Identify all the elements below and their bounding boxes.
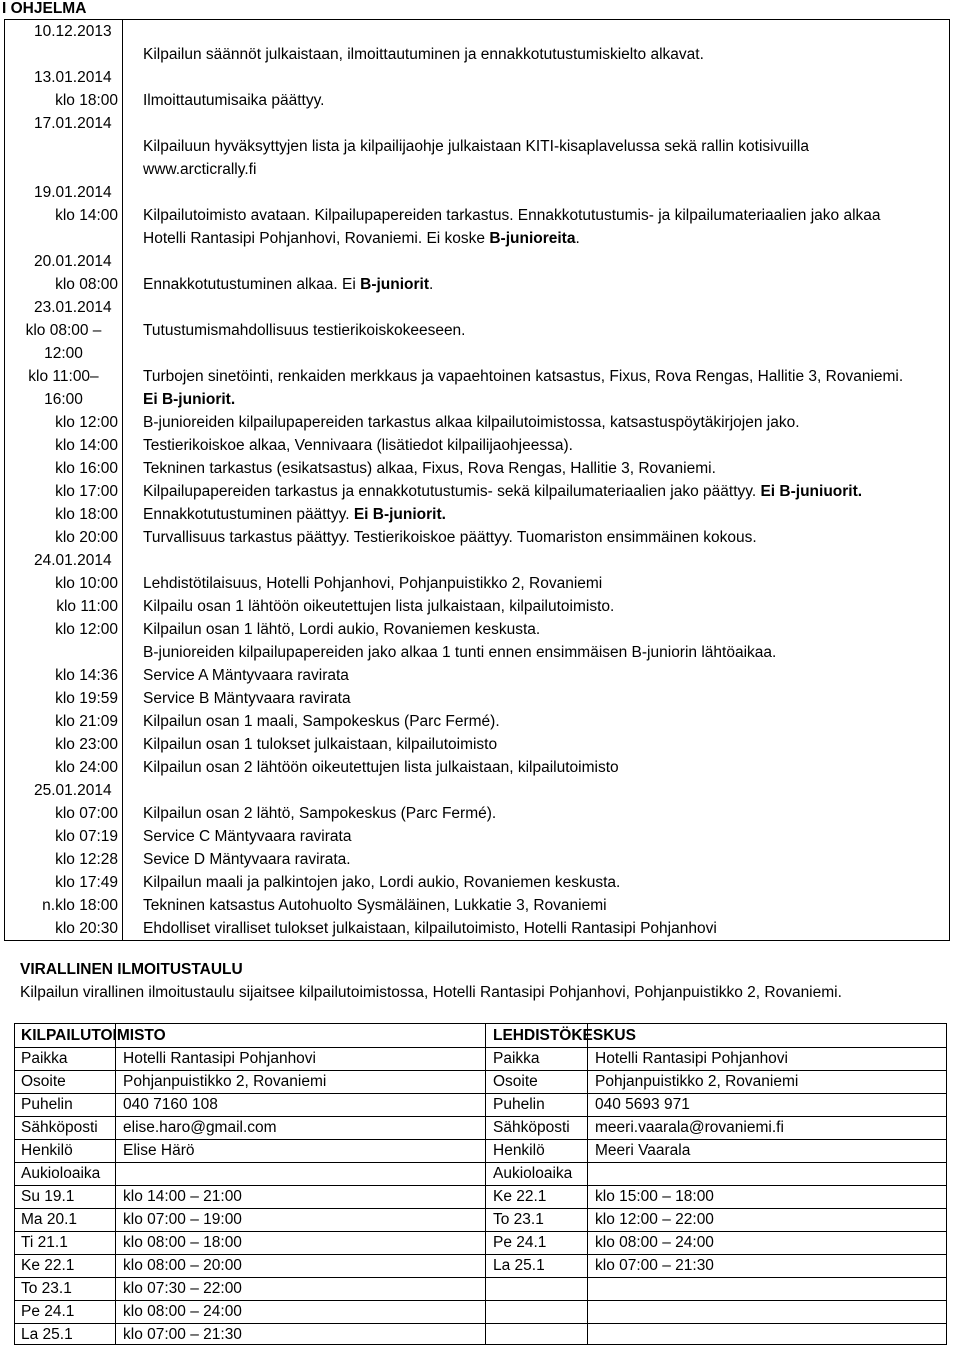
- schedule-description: B-junioreiden kilpailupapereiden tarkastus alkaa kilpailutoimistossa, katsastuspöytäkirjojen jako.: [143, 414, 800, 431]
- schedule-row: [5, 526, 949, 549]
- schedule-description: [123, 20, 949, 43]
- schedule-time: klo 12:00: [5, 618, 123, 664]
- schedule-time: [5, 43, 123, 66]
- schedule-time: klo 23:00: [5, 733, 123, 756]
- schedule-description: Testierikoiskoe alkaa, Vennivaara (lisätiedot kilpailijaohjeessa).: [143, 437, 573, 454]
- schedule-time: klo 16:00: [5, 457, 123, 480]
- contacts-row: [15, 1162, 946, 1185]
- contacts-cell: klo 14:00 – 21:00: [123, 1188, 242, 1205]
- schedule-description: Ennakkotutustuminen päättyy. Ei B-juniorit.: [143, 506, 446, 523]
- schedule-row: [5, 733, 949, 756]
- contacts-cell: Pe 24.1: [21, 1303, 75, 1320]
- schedule-description: Kilpailun säännöt julkaistaan, ilmoittautuminen ja ennakkotutustumiskielto alkavat.: [143, 46, 704, 63]
- schedule-row: [5, 273, 949, 296]
- schedule-description: Kilpailun osan 1 lähtö, Lordi aukio, Rovaniemen keskusta. B-junioreiden kilpailupapereiden jako alkaa 1 tunti ennen ensimmäisen B-juniorin lähtöaikaa.: [143, 621, 777, 661]
- schedule-description: [123, 549, 949, 572]
- schedule-row: [5, 802, 949, 825]
- schedule-description: Kilpailun osan 2 lähtö, Sampokeskus (Parc Fermé).: [143, 805, 497, 822]
- schedule-time: klo 07:00: [5, 802, 123, 825]
- schedule-row: [5, 43, 949, 66]
- schedule-time: klo 12:00: [5, 411, 123, 434]
- schedule-time: klo 24:00: [5, 756, 123, 779]
- schedule-time: klo 14:36: [5, 664, 123, 687]
- contacts-cell: 040 7160 108: [123, 1096, 218, 1113]
- schedule-row: [5, 917, 949, 940]
- schedule-time: klo 17:00: [5, 480, 123, 503]
- schedule-description: Turvallisuus tarkastus päättyy. Testierikoiskoe päättyy. Tuomariston ensimmäinen kokous.: [143, 529, 757, 546]
- contacts-row: [15, 1323, 946, 1346]
- schedule-description: Kilpailu osan 1 lähtöön oikeutettujen lista julkaistaan, kilpailutoimisto.: [143, 598, 615, 615]
- schedule-description: Kilpailun maali ja palkintojen jako, Lordi aukio, Rovaniemen keskusta.: [143, 874, 621, 891]
- schedule-time: klo 11:00– 16:00: [5, 365, 123, 411]
- notice-title: VIRALLINEN ILMOITUSTAULU: [20, 961, 243, 978]
- contacts-cell: klo 07:00 – 19:00: [123, 1211, 242, 1228]
- contacts-cell: klo 08:00 – 24:00: [595, 1234, 714, 1251]
- contacts-row: [15, 1231, 946, 1254]
- schedule-row: [5, 411, 949, 434]
- schedule-time: klo 21:09: [5, 710, 123, 733]
- schedule-description: Tutustumismahdollisuus testierikoiskokeeseen.: [143, 322, 466, 339]
- contacts-cell: Elise Härö: [123, 1142, 195, 1159]
- contacts-cell: Henkilö: [493, 1142, 545, 1159]
- contacts-cell: La 25.1: [21, 1326, 73, 1343]
- contacts-cell: Osoite: [493, 1073, 538, 1090]
- schedule-description: Kilpailutoimisto avataan. Kilpailupapereiden tarkastus. Ennakkotutustumis- ja kilpailumateriaalien jako alkaa Hotelli Rantasipi Pohjanhovi, Rovaniemi. Ei koske B-junioreita.: [143, 207, 881, 247]
- schedule-description: Kilpailun osan 1 maali, Sampokeskus (Parc Fermé).: [143, 713, 500, 730]
- schedule-time: [5, 135, 123, 181]
- schedule-description: Tekninen tarkastus (esikatsastus) alkaa, Fixus, Rova Rengas, Hallitie 3, Rovaniemi.: [143, 460, 716, 477]
- contacts-cell: Pohjanpuistikko 2, Rovaniemi: [123, 1073, 327, 1090]
- contacts-cell: La 25.1: [493, 1257, 545, 1274]
- schedule-row: [5, 572, 949, 595]
- schedule-time: klo 18:00: [5, 503, 123, 526]
- schedule-date-row: [5, 112, 949, 135]
- schedule-description: Service B Mäntyvaara ravirata: [143, 690, 351, 707]
- schedule-description: Service C Mäntyvaara ravirata: [143, 828, 352, 845]
- contacts-cell: Ke 22.1: [21, 1257, 75, 1274]
- contacts-cell: Ti 21.1: [21, 1234, 68, 1251]
- schedule-time: 19.01.2014: [5, 181, 123, 204]
- contacts-cell: Pohjanpuistikko 2, Rovaniemi: [595, 1073, 799, 1090]
- schedule-description: [123, 66, 949, 89]
- schedule-row: [5, 710, 949, 733]
- schedule-description: Kilpailun osan 1 tulokset julkaistaan, kilpailutoimisto: [143, 736, 498, 753]
- schedule-description: [123, 779, 949, 802]
- contacts-cell: klo 07:00 – 21:30: [595, 1257, 714, 1274]
- contacts-cell: To 23.1: [493, 1211, 544, 1228]
- schedule-time: 24.01.2014: [5, 549, 123, 572]
- contacts-cell: Hotelli Rantasipi Pohjanhovi: [595, 1050, 789, 1067]
- contacts-cell: Su 19.1: [21, 1188, 75, 1205]
- schedule-time: klo 18:00: [5, 89, 123, 112]
- schedule-time: 13.01.2014: [5, 66, 123, 89]
- schedule-row: [5, 618, 949, 664]
- schedule-time: klo 19:59: [5, 687, 123, 710]
- schedule-row: [5, 503, 949, 526]
- schedule-description: [123, 296, 949, 319]
- schedule-date-row: [5, 250, 949, 273]
- schedule-description: Turbojen sinetöinti, renkaiden merkkaus ja vapaehtoinen katsastus, Fixus, Rova Rengas, Hallitie 3, Rovaniemi. Ei B-juniorit.: [143, 368, 904, 408]
- contacts-row: [15, 1047, 946, 1070]
- contacts-cell: klo 07:30 – 22:00: [123, 1280, 242, 1297]
- schedule-time: 23.01.2014: [5, 296, 123, 319]
- contacts-row: [15, 1093, 946, 1116]
- schedule-date-row: [5, 296, 949, 319]
- schedule-description: Kilpailupapereiden tarkastus ja ennakkotutustumis- sekä kilpailumateriaalien jako päättyy. Ei B-juniuorit.: [143, 483, 863, 500]
- schedule-description: Tekninen katsastus Autohuolto Sysmäläinen, Lukkatie 3, Rovaniemi: [143, 897, 607, 914]
- contacts-cell: To 23.1: [21, 1280, 72, 1297]
- schedule-time: klo 12:28: [5, 848, 123, 871]
- schedule-description: Lehdistötilaisuus, Hotelli Pohjanhovi, Pohjanpuistikko 2, Rovaniemi: [143, 575, 603, 592]
- schedule-time: klo 14:00: [5, 204, 123, 250]
- schedule-row: [5, 480, 949, 503]
- contacts-cell: klo 08:00 – 24:00: [123, 1303, 242, 1320]
- contacts-cell: Paikka: [21, 1050, 68, 1067]
- schedule-date-row: [5, 549, 949, 572]
- schedule-row: [5, 365, 949, 411]
- contacts-cell: Puhelin: [493, 1096, 545, 1113]
- schedule-row: [5, 457, 949, 480]
- contacts-cell: klo 08:00 – 18:00: [123, 1234, 242, 1251]
- schedule-description: Ennakkotutustuminen alkaa. Ei B-juniorit.: [143, 276, 434, 293]
- contacts-row: [15, 1254, 946, 1277]
- schedule-description: [123, 181, 949, 204]
- schedule-time: klo 11:00: [5, 595, 123, 618]
- contacts-cell: klo 08:00 – 20:00: [123, 1257, 242, 1274]
- contacts-cell: Paikka: [493, 1050, 540, 1067]
- schedule-time: 20.01.2014: [5, 250, 123, 273]
- contacts-row: [15, 1300, 946, 1323]
- contacts-cell: Pe 24.1: [493, 1234, 547, 1251]
- schedule-row: [5, 434, 949, 457]
- contacts-row: [15, 1208, 946, 1231]
- schedule-description: [123, 112, 949, 135]
- schedule-description: Kilpailuun hyväksyttyjen lista ja kilpailijaohje julkaistaan KITI-kisaplavelussa sekä rallin kotisivuilla www.arcticrally.fi: [143, 138, 809, 178]
- contacts-cell: Hotelli Rantasipi Pohjanhovi: [123, 1050, 317, 1067]
- schedule-time: 25.01.2014: [5, 779, 123, 802]
- schedule-row: [5, 135, 949, 181]
- schedule-time: klo 14:00: [5, 434, 123, 457]
- schedule-description: Kilpailun osan 2 lähtöön oikeutettujen lista julkaistaan, kilpailutoimisto: [143, 759, 619, 776]
- contacts-cell: Meeri Vaarala: [595, 1142, 691, 1159]
- contacts-cell: Henkilö: [21, 1142, 73, 1159]
- contacts-row: [15, 1070, 946, 1093]
- schedule-row: [5, 848, 949, 871]
- schedule-time: klo 08:00 – 12:00: [5, 319, 123, 365]
- schedule-time: n.klo 18:00: [5, 894, 123, 917]
- contacts-cell: meeri.vaarala@rovaniemi.fi: [595, 1119, 784, 1136]
- schedule-row: [5, 871, 949, 894]
- schedule-description: Sevice D Mäntyvaara ravirata.: [143, 851, 351, 868]
- schedule-description: Service A Mäntyvaara ravirata: [143, 667, 349, 684]
- schedule-time: klo 10:00: [5, 572, 123, 595]
- schedule-row: [5, 89, 949, 112]
- schedule-date-row: [5, 779, 949, 802]
- schedule-time: klo 20:30: [5, 917, 123, 940]
- contacts-cell: klo 07:00 – 21:30: [123, 1326, 242, 1343]
- contacts-row: [15, 1116, 946, 1139]
- contacts-header-row: [15, 1024, 946, 1047]
- schedule-row: [5, 825, 949, 848]
- contacts-cell: Aukioloaika: [493, 1165, 573, 1182]
- contacts-cell: Aukioloaika: [21, 1165, 101, 1182]
- contacts-row: [15, 1139, 946, 1162]
- schedule-description: Ehdolliset viralliset tulokset julkaistaan, kilpailutoimisto, Hotelli Rantasipi Pohjanhovi: [143, 920, 717, 937]
- contacts-cell: Osoite: [21, 1073, 66, 1090]
- contacts-cell: klo 15:00 – 18:00: [595, 1188, 714, 1205]
- contacts-row: [15, 1277, 946, 1300]
- schedule-description: Ilmoittautumisaika päättyy.: [143, 92, 325, 109]
- schedule-date-row: [5, 20, 949, 43]
- contacts-row: [15, 1185, 946, 1208]
- contacts-cell: Puhelin: [21, 1096, 73, 1113]
- schedule-row: [5, 204, 949, 250]
- section-heading: I OHJELMA: [2, 0, 87, 17]
- contacts-cell: Ke 22.1: [493, 1188, 547, 1205]
- schedule-time: klo 08:00: [5, 273, 123, 296]
- notice-text: Kilpailun virallinen ilmoitustaulu sijaitsee kilpailutoimistossa, Hotelli Rantasipi Pohjanhovi, Pohjanpuistikko 2, Rovaniemi.: [20, 984, 842, 1001]
- contacts-cell: klo 12:00 – 22:00: [595, 1211, 714, 1228]
- kilpailutoimisto-title: KILPAILUTOIMISTO: [21, 1027, 166, 1044]
- schedule-row: [5, 319, 949, 365]
- schedule-table: [4, 19, 950, 941]
- contacts-cell: Sähköposti: [21, 1119, 98, 1136]
- contacts-cell: Ma 20.1: [21, 1211, 78, 1228]
- schedule-row: [5, 756, 949, 779]
- schedule-time: klo 17:49: [5, 871, 123, 894]
- schedule-row: [5, 894, 949, 917]
- schedule-time: klo 07:19: [5, 825, 123, 848]
- contacts-cell: 040 5693 971: [595, 1096, 690, 1113]
- lehdistokeskus-title: LEHDISTÖKESKUS: [493, 1027, 636, 1044]
- schedule-time: 10.12.2013: [5, 20, 123, 43]
- schedule-date-row: [5, 66, 949, 89]
- schedule-description: [123, 250, 949, 273]
- contacts-cell: Sähköposti: [493, 1119, 570, 1136]
- schedule-row: [5, 687, 949, 710]
- contacts-cell: elise.haro@gmail.com: [123, 1119, 277, 1136]
- schedule-row: [5, 664, 949, 687]
- schedule-date-row: [5, 181, 949, 204]
- contacts-table: [14, 1023, 947, 1345]
- schedule-row: [5, 595, 949, 618]
- schedule-time: klo 20:00: [5, 526, 123, 549]
- schedule-time: 17.01.2014: [5, 112, 123, 135]
